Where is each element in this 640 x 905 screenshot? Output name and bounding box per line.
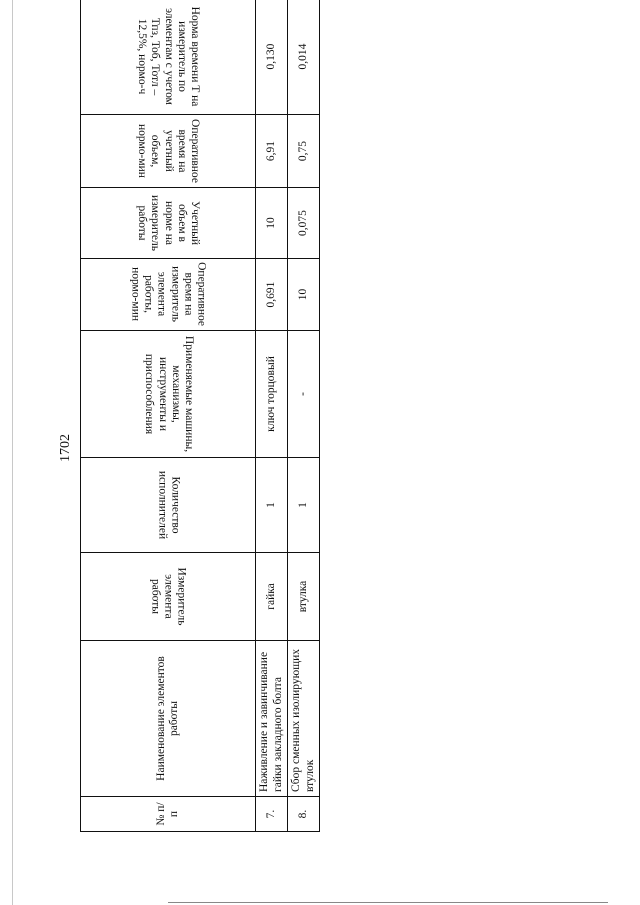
cell-tools: ключ торцовый (256, 331, 288, 458)
cell-number: 8. (288, 797, 320, 832)
cell-op-time-volume: 0,75 (288, 115, 320, 188)
cell-tools: - (288, 331, 320, 458)
header-op-time-volume (81, 115, 256, 188)
header-tools (81, 331, 256, 458)
table-header-row (81, 0, 256, 832)
header-tools-text: Применяемые машины, механизмы, инструменты и приспособления (142, 335, 195, 453)
header-accounting-volume (81, 188, 256, 259)
header-unit (81, 553, 256, 641)
header-workers (81, 458, 256, 553)
header-workers-text: Количество исполнителей (156, 470, 182, 540)
cell-workers: 1 (256, 458, 288, 553)
cell-op-time-unit: 0,691 (256, 259, 288, 331)
cell-accounting-volume: 10 (256, 188, 288, 259)
cell-workers: 1 (288, 458, 320, 553)
page-number: 1702 (58, 434, 73, 462)
cell-time-norm: 0,014 (288, 0, 320, 115)
cell-time-norm: 0,130 (256, 0, 288, 115)
header-accounting-volume-text: Учетный объем в норме на измеритель работы (136, 195, 202, 251)
header-unit-text: Измеритель элемента работы (149, 567, 188, 626)
cell-op-time-volume: 6,91 (256, 115, 288, 188)
norms-table (80, 0, 320, 832)
cell-unit: втулка (288, 553, 320, 641)
cell-number: 7. (256, 797, 288, 832)
header-number: № п/п (81, 797, 256, 832)
cell-accounting-volume: 0,075 (288, 188, 320, 259)
header-op-time-unit (81, 259, 256, 331)
table-row (256, 0, 288, 832)
table-row (288, 0, 320, 832)
rotated-table-container (80, 6, 316, 832)
cell-op-time-unit: 10 (288, 259, 320, 331)
scan-bottom-line (168, 902, 608, 903)
header-time-norm (81, 0, 256, 115)
cell-work-element: Наживление и завинчивание гайки закладного болта (256, 641, 288, 797)
header-op-time-unit-text: Оперативное время на измеритель элемента работы, нормо-мин (129, 262, 208, 326)
header-op-time-volume-text: Оперативное время на учетный объем, нормо-мин (136, 119, 202, 183)
scan-edge-line (12, 0, 13, 905)
cell-work-element: Сбор сменных изолирующих втулок (288, 641, 320, 797)
header-work-element: Наименование элементов работы (81, 641, 256, 797)
header-time-norm-text: Норма времени Т на измеритель по элементам с учетом Тпз, Тоб, Тотл – 12,5%, нормо-ч (136, 6, 202, 107)
cell-unit: гайка (256, 553, 288, 641)
